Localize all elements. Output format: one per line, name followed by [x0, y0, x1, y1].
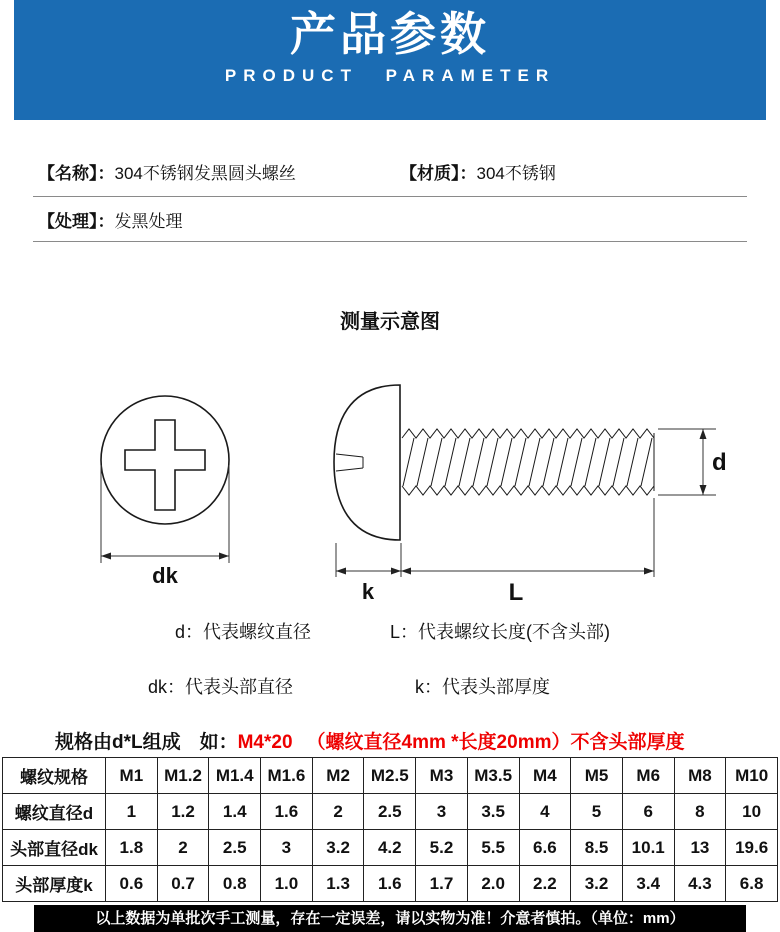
table-cell: M10 — [726, 758, 778, 794]
table-row — [3, 866, 778, 902]
table-cell: M1.6 — [261, 758, 313, 794]
name-label: 【名称】： — [38, 164, 115, 183]
table-cell: 2.5 — [209, 830, 261, 866]
name-value: 304不锈钢发黑圆头螺丝 — [114, 164, 296, 183]
table-cell: 1.3 — [312, 866, 364, 902]
table-cell: 5 — [571, 794, 623, 830]
table-cell: 5.5 — [467, 830, 519, 866]
arrowhead-right — [219, 553, 229, 560]
L-label: L — [508, 579, 524, 606]
spec-table — [2, 757, 778, 902]
table-cell: 1.4 — [209, 794, 261, 830]
spec-note — [55, 727, 684, 754]
arrowhead-down — [700, 485, 707, 495]
table-cell: M3 — [416, 758, 468, 794]
table-row — [3, 758, 778, 794]
table-cell: 5.2 — [416, 830, 468, 866]
d-label: d — [712, 449, 727, 476]
footer-note: 以上数据为单批次手工测量，存在一定误差，请以实物为准！介意者慎拍。（单位：mm） — [95, 910, 685, 927]
k-label: k — [361, 579, 375, 604]
table-cell: 6.8 — [726, 866, 778, 902]
material-value: 304不锈钢 — [476, 164, 556, 183]
footer-bar — [34, 905, 746, 932]
table-cell: 3.2 — [571, 866, 623, 902]
thread-top-edge — [402, 429, 654, 438]
spec-note-detail: （螺纹直径4mm *长度20mm）不含头部厚度 — [306, 732, 685, 753]
spec-table-body — [3, 758, 778, 902]
table-cell: M2.5 — [364, 758, 416, 794]
screw-side-view — [334, 385, 727, 606]
product-material-row — [400, 159, 556, 184]
table-cell: 3.4 — [622, 866, 674, 902]
table-cell: 2.0 — [467, 866, 519, 902]
threaded-shaft — [402, 429, 654, 495]
table-cell: 4 — [519, 794, 571, 830]
thread-bottom-edge — [402, 486, 654, 495]
table-cell: 2 — [312, 794, 364, 830]
table-cell: 2.5 — [364, 794, 416, 830]
table-cell: 0.7 — [157, 866, 209, 902]
material-label: 【材质】： — [400, 164, 477, 183]
row-label: 螺纹规格 — [3, 758, 106, 794]
process-label: 【处理】： — [38, 212, 115, 231]
thread-hatch — [403, 438, 652, 486]
dk-label: dk — [152, 563, 178, 588]
divider — [33, 241, 747, 242]
table-cell: 1.0 — [261, 866, 313, 902]
table-cell: 10.1 — [622, 830, 674, 866]
dim-d — [658, 429, 727, 495]
table-cell: 6 — [622, 794, 674, 830]
legend-k: k：代表头部厚度 — [415, 677, 550, 697]
table-cell: 10 — [726, 794, 778, 830]
table-cell: M1.2 — [157, 758, 209, 794]
page-title: 产品参数 — [290, 8, 490, 60]
table-cell: M4 — [519, 758, 571, 794]
process-value: 发黑处理 — [114, 212, 183, 231]
table-cell: 1.7 — [416, 866, 468, 902]
table-cell: M3.5 — [467, 758, 519, 794]
table-cell: 3.5 — [467, 794, 519, 830]
divider — [33, 196, 747, 197]
table-row — [3, 794, 778, 830]
table-cell: 1.8 — [106, 830, 158, 866]
dim-L — [401, 498, 654, 606]
arrowhead-up — [700, 429, 707, 439]
screw-head-top-view — [101, 396, 229, 588]
row-label: 螺纹直径d — [3, 794, 106, 830]
table-cell: 8.5 — [571, 830, 623, 866]
table-cell: M6 — [622, 758, 674, 794]
table-cell: 1 — [106, 794, 158, 830]
table-cell: 19.6 — [726, 830, 778, 866]
arrowhead-left — [336, 568, 346, 575]
table-cell: M5 — [571, 758, 623, 794]
table-cell: 4.2 — [364, 830, 416, 866]
page-subtitle: PRODUCT PARAMETER — [224, 65, 556, 85]
table-cell: 1.6 — [364, 866, 416, 902]
legend-L: L：代表螺纹长度(不含头部) — [390, 622, 610, 642]
table-cell: 2 — [157, 830, 209, 866]
legend-d: d：代表螺纹直径 — [175, 622, 312, 642]
table-cell: M1 — [106, 758, 158, 794]
table-cell: 1.2 — [157, 794, 209, 830]
dim-k — [336, 543, 401, 604]
row-label: 头部厚度k — [3, 866, 106, 902]
legend-dk: dk：代表头部直径 — [148, 677, 294, 697]
table-cell: 2.2 — [519, 866, 571, 902]
table-cell: 13 — [674, 830, 726, 866]
table-cell: 1.6 — [261, 794, 313, 830]
spec-note-example: M4*20 — [237, 732, 293, 753]
table-cell: 3 — [261, 830, 313, 866]
table-cell: 0.6 — [106, 866, 158, 902]
table-cell: 4.3 — [674, 866, 726, 902]
table-cell: M2 — [312, 758, 364, 794]
table-cell: 8 — [674, 794, 726, 830]
table-cell: 3.2 — [312, 830, 364, 866]
measurement-diagram — [0, 345, 780, 615]
table-row — [3, 830, 778, 866]
table-cell: 3 — [416, 794, 468, 830]
table-cell: M1.4 — [209, 758, 261, 794]
diagram-title: 测量示意图 — [340, 311, 440, 333]
product-process-row — [38, 207, 183, 232]
arrowhead-left — [401, 568, 411, 575]
arrowhead-left — [101, 553, 111, 560]
table-cell: 6.6 — [519, 830, 571, 866]
product-name-row — [38, 159, 296, 184]
banner — [14, 0, 766, 120]
arrowhead-right — [644, 568, 654, 575]
screw-head-side — [334, 385, 400, 540]
arrowhead-right — [391, 568, 401, 575]
spec-note-prefix: 规格由d*L组成 如： — [55, 732, 238, 753]
row-label: 头部直径dk — [3, 830, 106, 866]
table-cell: 0.8 — [209, 866, 261, 902]
table-cell: M8 — [674, 758, 726, 794]
